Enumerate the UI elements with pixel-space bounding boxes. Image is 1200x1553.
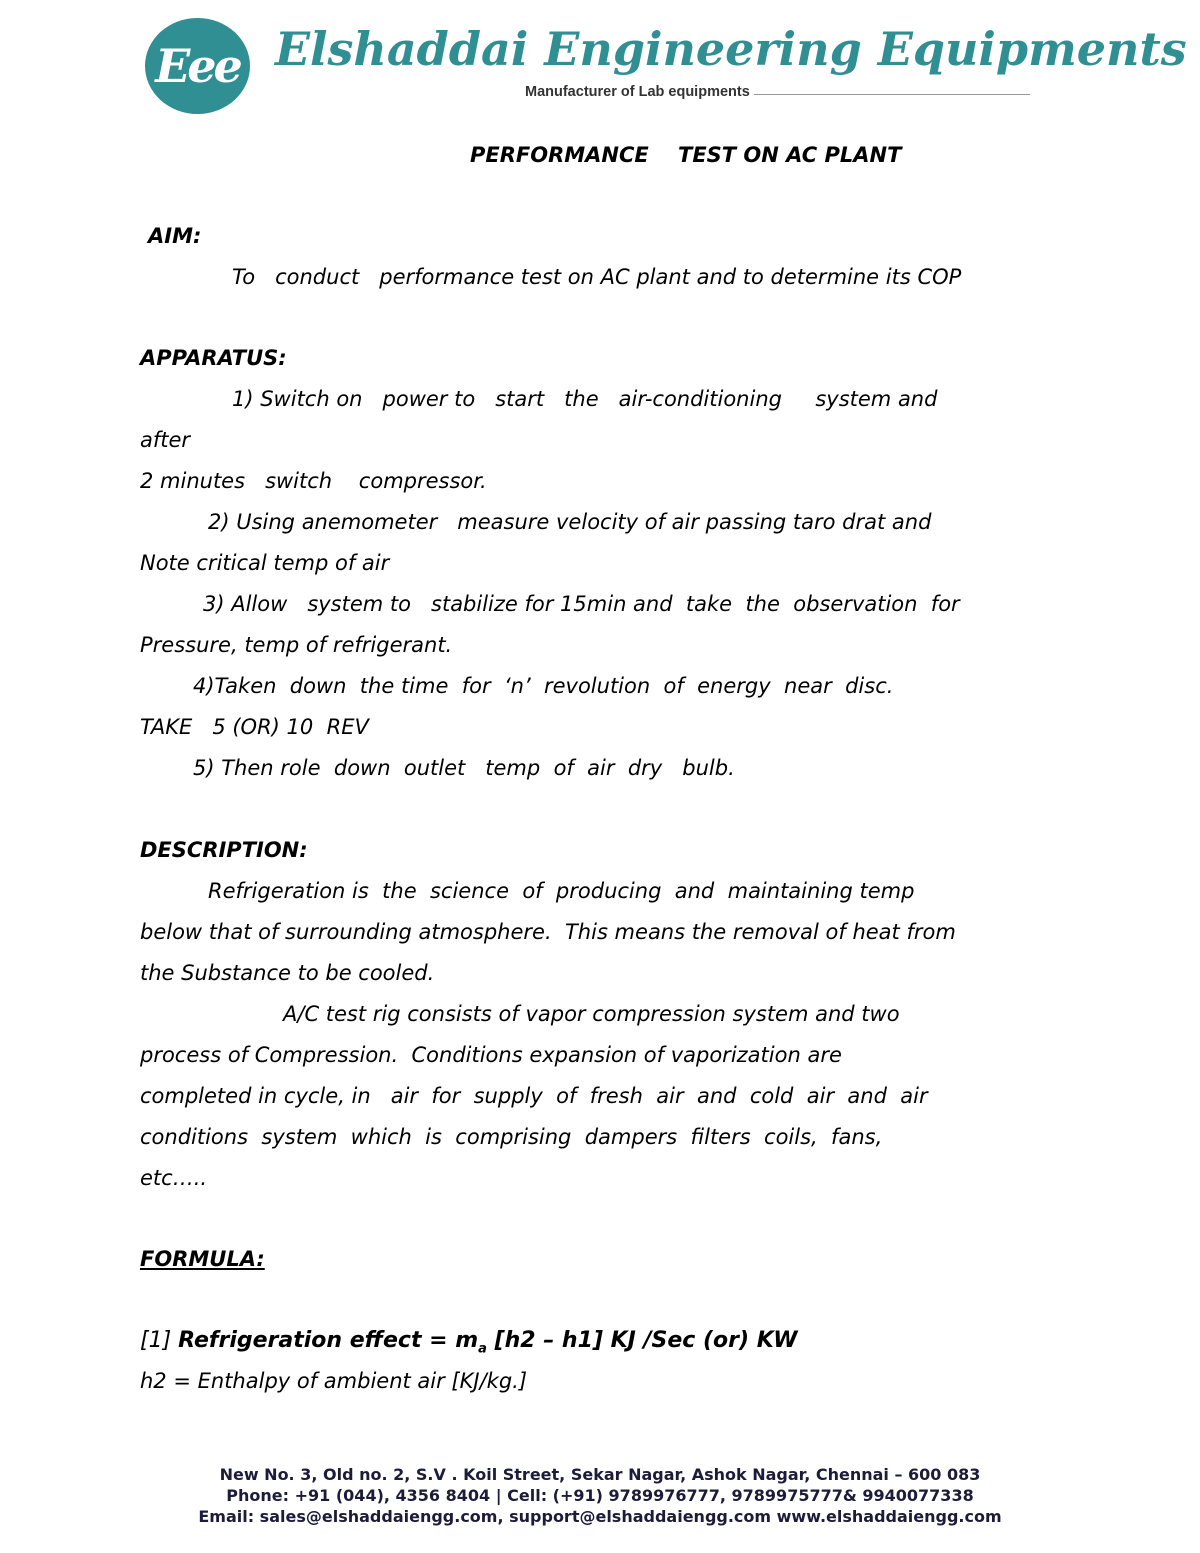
description-heading: DESCRIPTION:	[140, 838, 308, 862]
tagline: Manufacturer of Lab equipments	[525, 84, 754, 100]
formula-subscript: a	[478, 1341, 487, 1357]
apparatus-line: TAKE 5 (OR) 10 REV	[140, 715, 369, 739]
description-line: conditions system which is comprising dampers filters coils, fans,	[140, 1125, 883, 1149]
apparatus-line: Pressure, temp of refrigerant.	[140, 633, 453, 657]
formula-heading: FORMULA:	[140, 1247, 265, 1271]
apparatus-line: 2) Using anemometer measure velocity of air passing taro drat and	[208, 510, 932, 534]
apparatus-line: after	[140, 428, 191, 452]
apparatus-line: 4)Taken down the time for ‘n’ revolution of energy near disc.	[193, 674, 894, 698]
apparatus-line: Note critical temp of air	[140, 551, 390, 575]
formula-text-a: Refrigeration effect = m	[178, 1328, 479, 1353]
formula-line-2: h2 = Enthalpy of ambient air [KJ/kg.]	[140, 1369, 528, 1393]
aim-heading: AIM:	[148, 224, 202, 248]
formula-line-1	[140, 1328, 1060, 1356]
description-line: process of Compression. Conditions expansion of vaporization are	[140, 1043, 842, 1067]
formula-index: [1]	[140, 1328, 179, 1353]
description-line: Refrigeration is the science of producing and maintaining temp	[208, 879, 915, 903]
tagline-row	[525, 84, 1030, 104]
description-line: completed in cycle, in air for supply of fresh air and cold air and air	[140, 1084, 928, 1108]
footer-phone: Phone: +91 (044), 4356 8404 | Cell: (+91) 9789976777, 9789975777& 9940077338	[226, 1486, 974, 1505]
description-line: below that of surrounding atmosphere. This means the removal of heat from	[140, 920, 956, 944]
apparatus-line: 1) Switch on power to start the air-conditioning system and	[232, 387, 938, 411]
apparatus-line: 5) Then role down outlet temp of air dry bulb.	[193, 756, 735, 780]
description-line: A/C test rig consists of vapor compression system and two	[283, 1002, 900, 1026]
footer-email: Email: sales@elshaddaiengg.com, support@elshaddaiengg.com www.elshaddaiengg.com	[198, 1507, 1002, 1526]
aim-text: To conduct performance test on AC plant and to determine its COP	[232, 265, 962, 289]
apparatus-line: 3) Allow system to stabilize for 15min and take the observation for	[203, 592, 960, 616]
description-line: etc…..	[140, 1166, 208, 1190]
page-title: PERFORMANCE TEST ON AC PLANT	[470, 143, 902, 167]
logo-text: Eee	[155, 39, 240, 93]
apparatus-heading: APPARATUS:	[140, 346, 287, 370]
description-line: the Substance to be cooled.	[140, 961, 435, 985]
apparatus-line: 2 minutes switch compressor.	[140, 469, 487, 493]
formula-text-b: [h2 – h1] KJ /Sec (or) KW	[486, 1328, 798, 1353]
footer-address: New No. 3, Old no. 2, S.V . Koil Street, Sekar Nagar, Ashok Nagar, Chennai – 600 083	[219, 1465, 981, 1484]
company-name: Elshaddai Engineering Equipments	[275, 22, 1187, 76]
company-logo	[145, 18, 250, 114]
